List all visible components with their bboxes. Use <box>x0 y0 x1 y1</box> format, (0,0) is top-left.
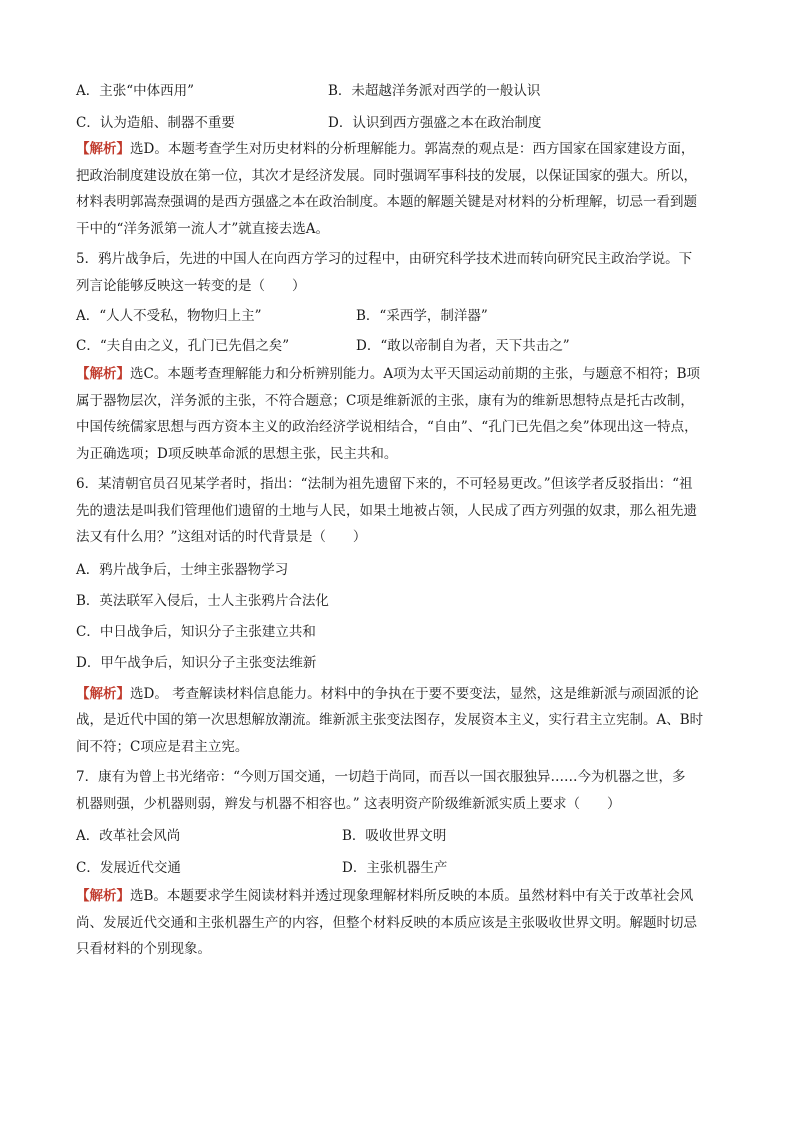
q5-stem <box>76 246 726 299</box>
q7-stem-line-2: 机器则强，少机器则弱，辫发与机器不相容也。” 这表明资产阶级维新派实质上要求（ ） <box>76 795 621 812</box>
q4-option-b: B．未超越洋务派对西学的一般认识 <box>328 83 541 99</box>
q7-stem-line-1: 7．康有为曾上书光绪帝：“今则万国交通，一切趋于尚同，而吾以一国衣服独异……今为机器之世，多 <box>76 769 686 785</box>
q6-stem-line-3: 法又有什么用？”这组对话的时代背景是（ ） <box>76 529 367 545</box>
q5-analysis-line-4: 为正确选项；D项反映革命派的思想主张，民主共和。 <box>76 445 398 462</box>
q5-option-a: A．“人人不受私，物物归上主” <box>76 308 262 324</box>
q6-analysis <box>76 681 726 761</box>
q6-stem <box>76 471 726 551</box>
q7-analysis-line-3: 只看材料的个别现象。 <box>76 941 211 957</box>
q6-option-c: C．中日战争后，知识分子主张建立共和 <box>76 623 316 640</box>
q5-stem-line-1: 5．鸦片战争后，先进的中国人在向西方学习的过程中，由研究科学技术进而转向研究民主政治学说。下 <box>76 251 693 267</box>
q7-options-row-2 <box>76 855 726 881</box>
q5-options-row-1 <box>76 303 726 329</box>
q6-stem-line-2: 先的遗法是叫我们管理他们遗留的土地与人民，如果土地被占领，人民成了西方列强的奴隶，那么祖先遗 <box>76 502 697 519</box>
q6-analysis-line-2: 战，是近代中国的第一次思想解放潮流。维新派主张变法图存，发展资本主义，实行君主立宪制。A、B时 <box>76 712 704 728</box>
q6-stem-line-1: 6．某清朝官员召见某学者时，指出：“法制为祖先遗留下来的，不可轻易更改。”但该学者反驳指出：“祖 <box>76 476 693 492</box>
q7-options-row-1 <box>76 823 726 849</box>
q4-options-row-2 <box>76 110 726 136</box>
q5-option-c: C．“夫自由之义，孔门已先倡之矣” <box>76 338 290 354</box>
analysis-tag: 【解析】 <box>76 888 130 904</box>
q7-analysis-line-2: 尚、发展近代交通和主张机器生产的内容，但整个材料反映的本质应该是主张吸收世界文明。解题时切忌 <box>76 914 697 931</box>
q5-option-d: D．“敢以帝制自为者，天下共击之” <box>356 338 570 354</box>
q4-analysis <box>76 136 726 242</box>
q4-analysis-line-3: 材料表明郭嵩焘强调的是西方强盛之本在政治制度。本题的解题关键是对材料的分析理解，切忌一看到题 <box>76 194 697 210</box>
q5-stem-line-2: 列言论能够反映这一转变的是（ ） <box>76 277 306 294</box>
q6-analysis-line-1: 选D。 考查解读材料信息能力。材料中的争执在于要不要变法，显然，这是维新派与顽固派的论 <box>130 685 699 702</box>
q5-option-b: B．“采西学，制洋器” <box>356 308 488 324</box>
q7-stem <box>76 764 726 817</box>
q5-options-row-2 <box>76 333 726 359</box>
q6-option-d: D．甲午战争后，知识分子主张变法维新 <box>76 654 317 671</box>
q5-analysis <box>76 361 726 467</box>
q4-option-c: C．认为造船、制器不重要 <box>76 115 235 131</box>
q7-option-b: B．吸收世界文明 <box>342 828 447 844</box>
q4-analysis-line-2: 把政治制度建设放在第一位，其次才是经济发展。同时强调军事科技的发展，以保证国家的强大。所以， <box>76 167 697 184</box>
analysis-tag: 【解析】 <box>76 141 130 157</box>
q6-option-a: A．鸦片战争后，士绅主张器物学习 <box>76 561 289 578</box>
q7-option-d: D．主张机器生产 <box>342 860 448 876</box>
q5-analysis-line-3: 中国传统儒家思想与西方资本主义的政治经济学说相结合，“自由”、“孔门已先倡之矣”体现出这一特点， <box>76 419 698 435</box>
q7-analysis-line-1: 选B。本题要求学生阅读材料并透过现象理解材料所反映的本质。虽然材料中有关于改革社会风 <box>130 888 694 904</box>
q5-analysis-line-2: 属于器物层次，洋务派的主张，不符合题意；C项是维新派的主张，康有为的维新思想特点是托古改制， <box>76 392 694 409</box>
q4-option-d: D．认识到西方强盛之本在政治制度 <box>328 115 542 131</box>
q7-option-c: C．发展近代交通 <box>76 860 181 876</box>
analysis-tag: 【解析】 <box>76 685 130 702</box>
q4-options-row-1 <box>76 78 726 104</box>
q6-options <box>76 555 726 679</box>
q4-analysis-line-4: 干中的“洋务派第一流人才”就直接去选A。 <box>76 220 330 237</box>
q6-analysis-line-3: 间不符；C项应是君主立宪。 <box>76 738 249 755</box>
q7-option-a: A．改革社会风尚 <box>76 828 181 844</box>
q4-option-a: A．主张“中体西用” <box>76 83 195 99</box>
q6-option-b: B．英法联军入侵后，士人主张鸦片合法化 <box>76 592 329 609</box>
q7-analysis <box>76 883 726 963</box>
analysis-tag: 【解析】 <box>76 366 130 382</box>
document-page <box>76 78 726 963</box>
q4-analysis-line-1: 选D。本题考查学生对历史材料的分析理解能力。郭嵩焘的观点是：西方国家在国家建设方面， <box>130 141 695 157</box>
q5-analysis-line-1: 选C。本题考查理解能力和分析辨别能力。A项为太平天国运动前期的主张，与题意不相符；B项 <box>130 366 700 382</box>
